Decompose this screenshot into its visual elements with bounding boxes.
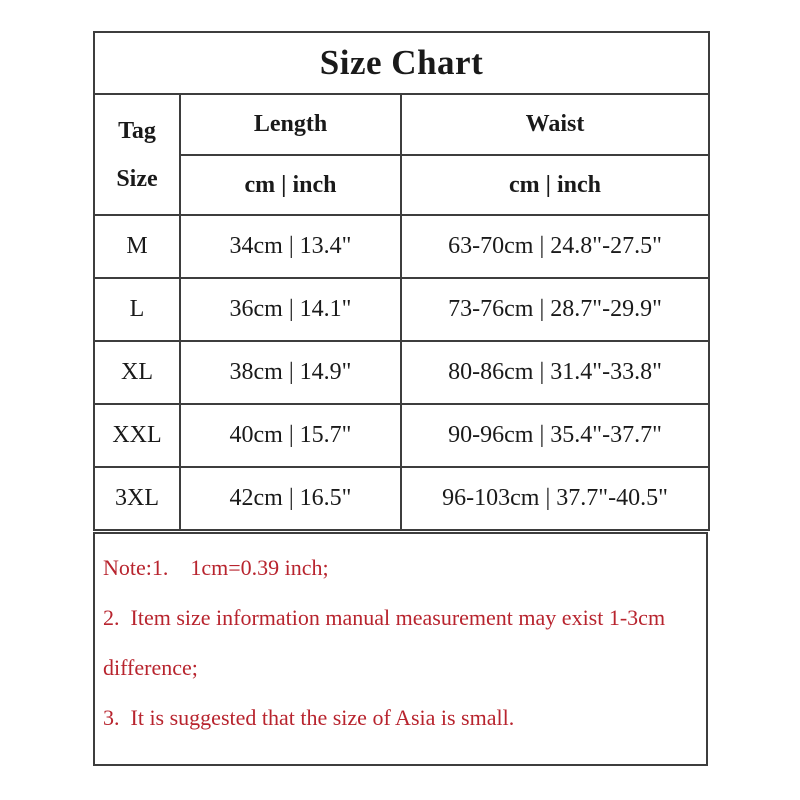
note-line-3: 3. It is suggested that the size of Asia is small. (103, 705, 515, 730)
title-row (94, 32, 709, 94)
size-chart-container (93, 31, 708, 766)
waist-cell: 80-86cm | 31.4"-33.8" (401, 341, 709, 404)
note-line-1: Note:1. 1cm=0.39 inch; (103, 555, 329, 580)
size-row-l (94, 278, 709, 341)
length-cell: 36cm | 14.1" (180, 278, 401, 341)
tag-size-cell: M (94, 215, 180, 278)
waist-cell: 96-103cm | 37.7"-40.5" (401, 467, 709, 530)
waist-cell: 90-96cm | 35.4"-37.7" (401, 404, 709, 467)
size-row-xxl (94, 404, 709, 467)
tag-size-header-line2: Size (116, 165, 158, 192)
notes-box (93, 532, 708, 766)
length-header: Length (180, 94, 401, 155)
size-chart-table (93, 31, 710, 531)
length-cell: 34cm | 13.4" (180, 215, 401, 278)
size-chart-title: Size Chart (94, 32, 709, 94)
tag-size-cell: XL (94, 341, 180, 404)
size-row-3xl (94, 467, 709, 530)
waist-header: Waist (401, 94, 709, 155)
length-cell: 38cm | 14.9" (180, 341, 401, 404)
tag-size-header-line1: Tag (118, 117, 156, 144)
length-cell: 42cm | 16.5" (180, 467, 401, 530)
tag-size-cell: 3XL (94, 467, 180, 530)
size-row-m (94, 215, 709, 278)
waist-cell: 63-70cm | 24.8"-27.5" (401, 215, 709, 278)
length-unit-subheader: cm | inch (180, 155, 401, 215)
header-row-units (94, 155, 709, 215)
tag-size-header (94, 94, 180, 215)
waist-unit-subheader: cm | inch (401, 155, 709, 215)
size-row-xl (94, 341, 709, 404)
tag-size-cell: XXL (94, 404, 180, 467)
tag-size-cell: L (94, 278, 180, 341)
note-line-2-continued: difference; (103, 655, 198, 680)
waist-cell: 73-76cm | 28.7"-29.9" (401, 278, 709, 341)
note-line-2: 2. Item size information manual measurement may exist 1-3cm (103, 605, 666, 630)
length-cell: 40cm | 15.7" (180, 404, 401, 467)
header-row-labels (94, 94, 709, 155)
